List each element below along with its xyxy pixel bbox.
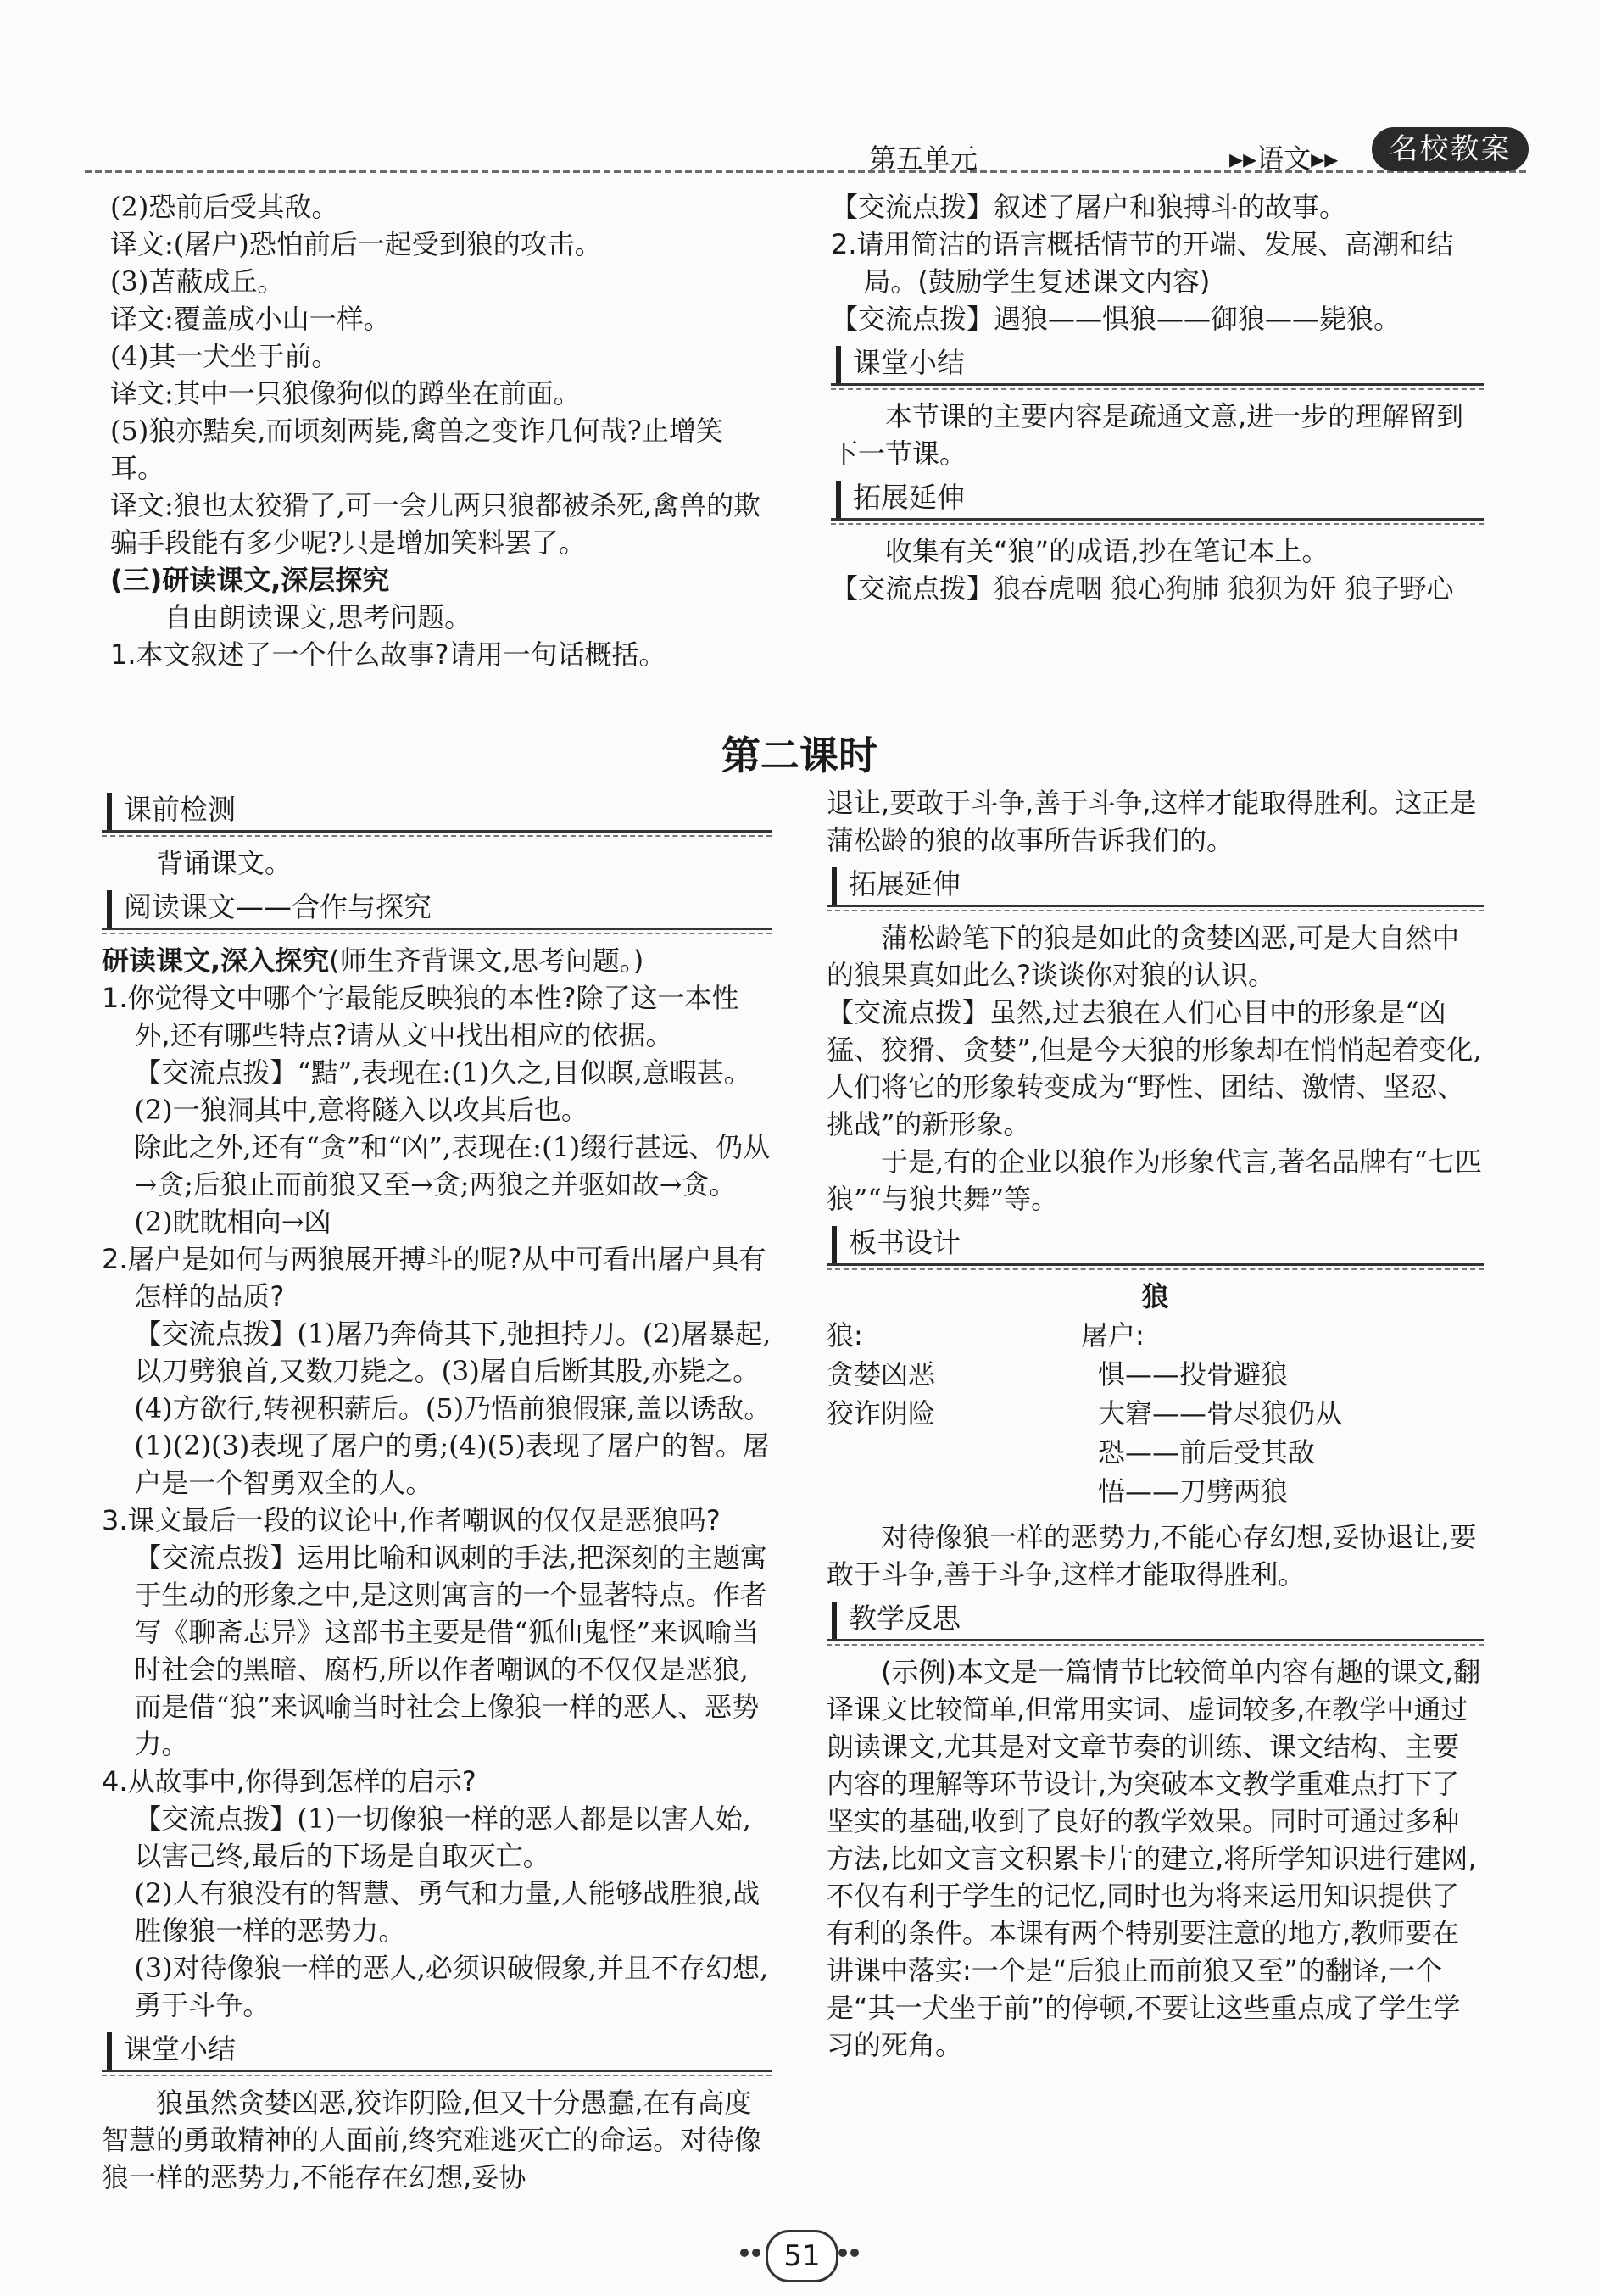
page-number xyxy=(737,2228,862,2279)
section-heading-summary: 课堂小结 xyxy=(102,2029,772,2072)
unit-label: 第五单元 xyxy=(869,142,978,175)
text-line: (示例)本文是一篇情节比较简单内容有趣的课文,翻译课文比较简单,但常用实词、虚词较多,在教学中通过朗读课文,尤其是对文章节奏的训练、课文结构、主要内容的理解等环节设计,为突破本文教学重难点打下了坚实的基础,收到了良好的教学效果。同时可通过多种方法,比如文言文积累卡片的建立,将所学知识进行建网,不仅有利于学生的记忆,同时也为将来运用知识提供了有利的条件。本课有两个特别要注意的地方,教师要在讲课中落实:一个是“后狼止而前狼又至”的翻译,一个是“其一犬坐于前”的停顿,不要让这些重点成了学生学习的死角。 xyxy=(827,1656,1481,2061)
answer-note: 【交流点拨】遇狼——惧狼——御狼——毙狼。 xyxy=(831,303,1401,335)
answer-note: 【交流点拨】(1)屠乃奔倚其下,弛担持刀。(2)屠暴起,以刀劈狼首,又数刀毙之。(3)屠自后断其股,亦毙之。(4)方欲行,转视积薪后。(5)乃悟前狼假寐,盖以诱敌。(1)(2)(3)表现了屠户的勇;(4)(5)表现了屠户的智。屠户是一个智勇双全的人。 xyxy=(134,1318,772,1499)
page-number-label: 51 xyxy=(766,2230,838,2282)
text-line: 狼虽然贪婪凶恶,狡诈阴险,但又十分愚蠢,在有高度智慧的勇敢精神的人面前,终究难逃灭亡的命运。对待像狼一样的恶势力,不能存在幻想,妥协 xyxy=(102,2087,762,2193)
section-heading-extend: 拓展延伸 xyxy=(831,477,1484,521)
text-line: 译文:其中一只狼像狗似的蹲坐在前面。 xyxy=(110,377,581,410)
board-butcher-step: 惧——投骨避狼 xyxy=(1098,1358,1289,1390)
answer-note: 除此之外,还有“贪”和“凶”,表现在:(1)缀行甚远、仍从→贪;后狼止而前狼又至→贪;两狼之并驱如故→贪。(2)眈眈相向→凶 xyxy=(134,1131,771,1238)
board-wolf-trait: 狡诈阴险 xyxy=(827,1397,936,1429)
question: 4.从故事中,你得到怎样的启示? xyxy=(102,1765,476,1797)
board-design xyxy=(827,1273,1484,1544)
answer-note: 于是,有的企业以狼作为形象代言,著名品牌有“七匹狼”“与狼共舞”等。 xyxy=(827,1145,1482,1215)
board-wolf-label: 狼: xyxy=(827,1319,863,1351)
board-title: 狼 xyxy=(1141,1280,1169,1312)
text-line: 本节课的主要内容是疏通文意,进一步的理解留到下一节课。 xyxy=(831,400,1464,470)
top-left-column xyxy=(110,188,772,673)
text-line: 收集有关“狼”的成语,抄在笔记本上。 xyxy=(885,535,1329,567)
board-butcher-label: 屠户: xyxy=(1081,1319,1145,1351)
text-line: 译文:覆盖成小山一样。 xyxy=(110,303,391,335)
text-line: 自由朗读课文,思考问题。 xyxy=(164,601,472,633)
question: 1.本文叙述了一个什么故事?请用一句话概括。 xyxy=(110,638,666,671)
board-butcher-step: 恐——前后受其敌 xyxy=(1098,1436,1316,1468)
answer-note: (2)人有狼没有的智慧、勇气和力量,人能够战胜狼,战胜像狼一样的恶势力。 xyxy=(134,1877,760,1947)
text-line: 退让,要敢于斗争,善于斗争,这样才能取得胜利。这正是蒲松龄的狼的故事所告诉我们的。 xyxy=(827,787,1477,856)
question: 2.屠户是如何与两狼展开搏斗的呢?从中可看出屠户具有怎样的品质? xyxy=(102,1243,766,1312)
answer-note: 【交流点拨】虽然,过去狼在人们心目中的形象是“凶猛、狡猾、贪婪”,但是今天狼的形象却在悄悄起着变化,人们将它的形象转变成为“野性、团结、激情、坚忍、挑战”的新形象。 xyxy=(827,996,1482,1140)
text-line: (5)狼亦黠矣,而顷刻两毙,禽兽之变诈几何哉?止增笑耳。 xyxy=(110,415,723,484)
answer-note: 【交流点拨】(1)一切像狼一样的恶人都是以害人始,以害己终,最后的下场是自取灭亡。 xyxy=(134,1803,751,1872)
brand-badge: 名校教案 xyxy=(1372,127,1529,171)
section-heading-summary: 课堂小结 xyxy=(831,343,1484,386)
question: 3.课文最后一段的议论中,作者嘲讽的仅仅是恶狼吗? xyxy=(102,1504,721,1536)
section-heading-reading: 阅读课文——合作与探究 xyxy=(102,887,772,930)
left-column xyxy=(102,784,772,2196)
lesson-title: 第二课时 xyxy=(722,733,878,778)
answer-note: (3)对待像狼一样的恶人,必须识破假象,并且不存幻想,勇于斗争。 xyxy=(134,1952,769,2021)
answer-note: 【交流点拨】“黠”,表现在:(1)久之,目似瞑,意暇甚。(2)一狼洞其中,意将隧入以攻其后也。 xyxy=(134,1056,751,1126)
answer-note: 【交流点拨】叙述了屠户和狼搏斗的故事。 xyxy=(831,191,1347,223)
text-line: 背诵课文。 xyxy=(156,847,292,879)
section-heading-extend: 拓展延伸 xyxy=(827,864,1484,907)
subject-label: ▸▸语文▸▸ xyxy=(1229,142,1339,175)
board-wolf-trait: 贪婪凶恶 xyxy=(827,1358,936,1390)
board-butcher-step: 悟——刀劈两狼 xyxy=(1098,1475,1289,1507)
answer-note: 【交流点拨】运用比喻和讽刺的手法,把深刻的主题寓于生动的形象之中,是这则寓言的一个显著特点。作者写《聊斋志异》这部书主要是借“狐仙鬼怪”来讽喻当时社会的黑暗、腐朽,所以作者嘲讽的不仅仅是恶狼,而是借“狼”来讽喻当时社会上像狼一样的恶人、恶势力。 xyxy=(134,1541,767,1760)
board-butcher-step: 大窘——骨尽狼仍从 xyxy=(1098,1397,1343,1429)
text-line: 译文:(屠户)恐怕前后一起受到狼的攻击。 xyxy=(110,228,602,260)
intro-line: 研读课文,深入探究(师生齐背课文,思考问题。) xyxy=(102,945,644,977)
answer-note: 【交流点拨】狼吞虎咽 狼心狗肺 狼狈为奸 狼子野心 xyxy=(831,572,1454,605)
section-subheading: (三)研读课文,深层探究 xyxy=(110,564,390,596)
section-heading-reflection: 教学反思 xyxy=(827,1598,1484,1641)
question: 1.你觉得文中哪个字最能反映狼的本性?除了这一本性外,还有哪些特点?请从文中找出相应的依据。 xyxy=(102,982,739,1051)
right-column xyxy=(827,784,1484,2064)
section-heading-pretest: 课前检测 xyxy=(102,789,772,833)
text-line: 蒲松龄笔下的狼是如此的贪婪凶恶,可是大自然中的狼果真如此么?谈谈你对狼的认识。 xyxy=(827,922,1460,991)
text-line: 对待像狼一样的恶势力,不能心存幻想,妥协退让,要敢于斗争,善于斗争,这样才能取得胜利。 xyxy=(827,1521,1477,1591)
section-heading-board: 板书设计 xyxy=(827,1223,1484,1266)
question: 2.请用简洁的语言概括情节的开端、发展、高潮和结局。(鼓励学生复述课文内容) xyxy=(831,228,1454,298)
text-line: (2)恐前后受其敌。 xyxy=(110,191,339,223)
text-line: (4)其一犬坐于前。 xyxy=(110,340,339,372)
top-right-column xyxy=(831,188,1484,607)
text-line: 译文:狼也太狡猾了,可一会儿两只狼都被杀死,禽兽的欺骗手段能有多少呢?只是增加笑料罢了。 xyxy=(110,489,761,559)
text-line: (3)苫蔽成丘。 xyxy=(110,265,285,298)
